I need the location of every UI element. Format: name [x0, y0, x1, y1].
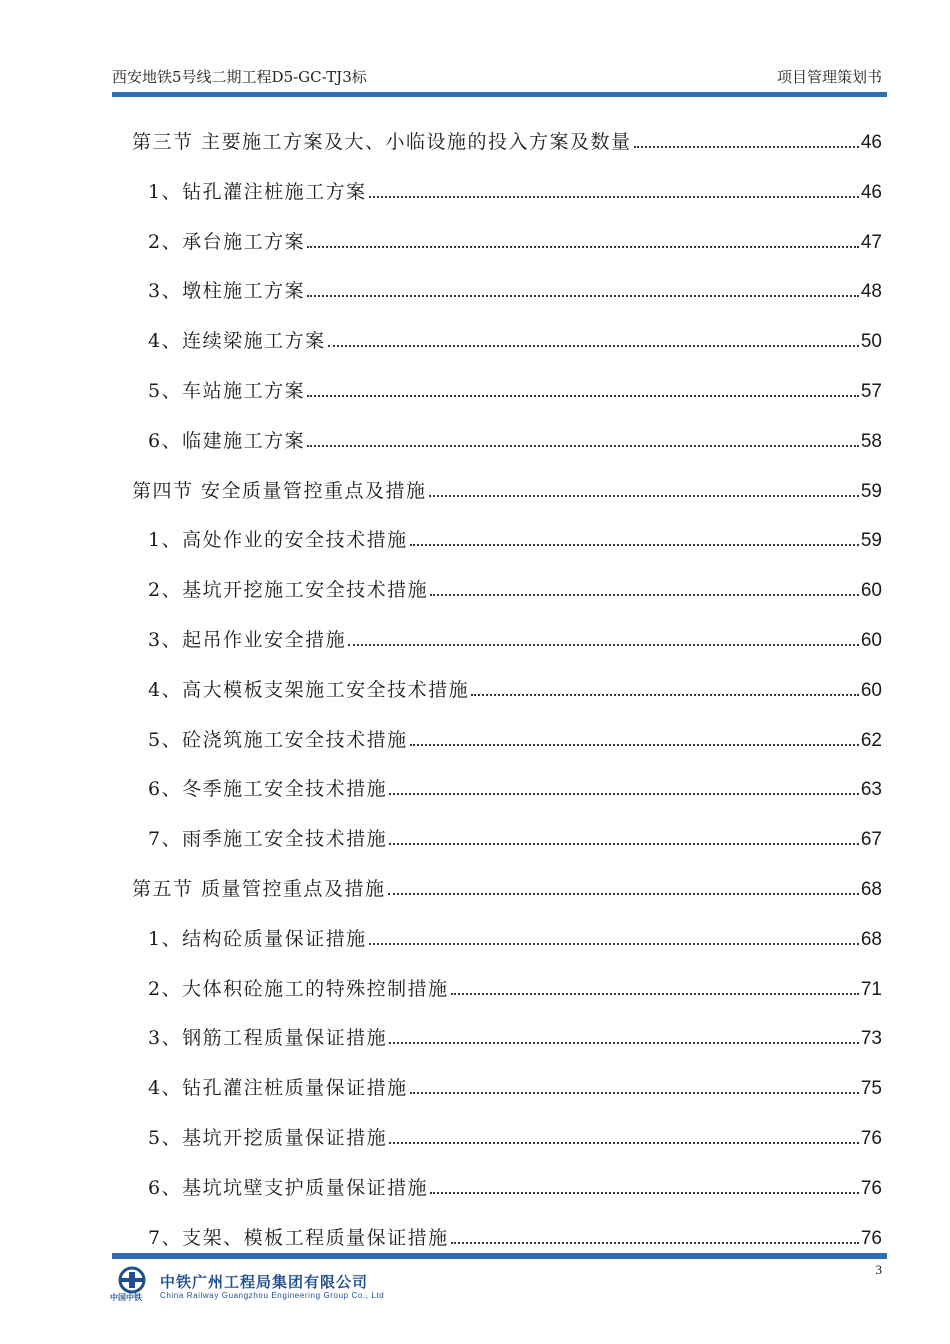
toc-entry-label: 1、高处作业的安全技术措施	[148, 529, 408, 552]
toc-dot-leader	[451, 1241, 859, 1244]
toc-subsection-entry[interactable]	[148, 722, 882, 752]
toc-entry-page: 48	[860, 281, 882, 303]
toc-dot-leader	[634, 145, 859, 148]
toc-entry-page: 75	[860, 1078, 882, 1100]
toc-entry-label: 4、钻孔灌注桩质量保证措施	[148, 1077, 408, 1100]
toc-subsection-entry[interactable]	[148, 1070, 882, 1100]
toc-entry-label: 6、临建施工方案	[148, 429, 306, 452]
toc-dot-leader	[430, 1191, 859, 1194]
toc-entry-label: 第三节 主要施工方案及大、小临设施的投入方案及数量	[132, 131, 632, 153]
toc-entry-page: 67	[860, 829, 882, 851]
header-project-title: 西安地铁5号线二期工程D5-GC-TJ3标	[112, 68, 367, 86]
page-number: 3	[875, 1262, 882, 1277]
toc-entry-page: 50	[860, 331, 882, 353]
toc-entry-page: 62	[860, 729, 882, 751]
toc-entry-label: 7、雨季施工安全技术措施	[148, 828, 388, 851]
toc-subsection-entry[interactable]	[148, 921, 882, 951]
toc-entry-label: 5、车站施工方案	[148, 380, 306, 402]
toc-entry-label: 4、连续梁施工方案	[148, 330, 326, 353]
toc-entry-page: 46	[860, 132, 882, 153]
toc-entry-label: 2、大体积砼施工的特殊控制措施	[148, 977, 449, 1000]
toc-section-entry[interactable]	[132, 871, 882, 901]
toc-dot-leader	[430, 593, 859, 596]
toc-dot-leader	[410, 743, 859, 746]
toc-entry-label: 2、承台施工方案	[148, 230, 306, 253]
toc-entry-page: 57	[860, 381, 882, 402]
toc-entry-label: 3、起吊作业安全措施	[148, 629, 347, 651]
toc-entry-label: 第五节 质量管控重点及措施	[132, 878, 386, 900]
toc-entry-label: 7、支架、模板工程质量保证措施	[148, 1226, 449, 1249]
toc-dot-leader	[307, 394, 859, 397]
toc-dot-leader	[410, 1091, 859, 1094]
toc-dot-leader	[348, 643, 859, 646]
toc-entry-page: 71	[860, 978, 882, 1000]
toc-subsection-entry[interactable]	[148, 1220, 882, 1250]
toc-subsection-entry[interactable]	[148, 672, 882, 702]
toc-entry-page: 76	[860, 1177, 882, 1199]
toc-subsection-entry[interactable]	[148, 971, 882, 1001]
toc-dot-leader	[389, 1041, 859, 1044]
toc-entry-label: 1、结构砼质量保证措施	[148, 927, 367, 950]
toc-subsection-entry[interactable]	[148, 423, 882, 453]
toc-subsection-entry[interactable]	[148, 273, 882, 303]
toc-entry-label: 3、钢筋工程质量保证措施	[148, 1027, 388, 1050]
toc-entry-page: 73	[860, 1028, 882, 1050]
toc-dot-leader	[389, 842, 859, 845]
footer-divider	[112, 1253, 887, 1259]
toc-entry-page: 60	[860, 580, 882, 602]
company-name-chinese: 中铁广州工程局集团有限公司	[160, 1273, 369, 1291]
toc-entry-page: 46	[860, 181, 882, 203]
toc-entry-label: 3、墩柱施工方案	[148, 280, 306, 303]
toc-entry-page: 63	[860, 779, 882, 801]
toc-dot-leader	[388, 892, 859, 895]
toc-dot-leader	[369, 942, 859, 945]
toc-dot-leader	[307, 444, 859, 447]
toc-subsection-entry[interactable]	[148, 771, 882, 801]
toc-subsection-entry[interactable]	[148, 821, 882, 851]
toc-section-entry[interactable]	[132, 473, 882, 503]
toc-dot-leader	[471, 693, 859, 696]
toc-entry-page: 60	[860, 630, 882, 651]
toc-subsection-entry[interactable]	[148, 224, 882, 254]
header-document-title: 项目管理策划书	[776, 68, 882, 86]
toc-subsection-entry[interactable]	[148, 622, 882, 652]
toc-entry-page: 59	[860, 530, 882, 552]
toc-dot-leader	[451, 992, 859, 995]
toc-subsection-entry[interactable]	[148, 174, 882, 204]
toc-entry-label: 4、高大模板支架施工安全技术措施	[148, 678, 470, 701]
toc-dot-leader	[328, 344, 859, 347]
toc-dot-leader	[369, 195, 859, 198]
toc-subsection-entry[interactable]	[148, 1020, 882, 1050]
toc-entry-page: 47	[860, 231, 882, 253]
toc-section-entry[interactable]	[132, 124, 882, 154]
toc-dot-leader	[307, 245, 859, 248]
toc-dot-leader	[410, 543, 859, 546]
toc-entry-label: 2、基坑开挖施工安全技术措施	[148, 579, 429, 602]
header-divider	[112, 92, 887, 97]
toc-entry-page: 68	[860, 928, 882, 950]
toc-subsection-entry[interactable]	[148, 572, 882, 602]
toc-entry-label: 6、冬季施工安全技术措施	[148, 778, 388, 801]
company-name-english: China Railway Guangzhou Engineering Group Co., Ltd	[160, 1291, 385, 1300]
toc-dot-leader	[429, 494, 859, 497]
toc-entry-page: 76	[860, 1128, 882, 1149]
toc-entry-label: 1、钻孔灌注桩施工方案	[148, 180, 367, 203]
toc-entry-label: 5、砼浇筑施工安全技术措施	[148, 728, 408, 751]
toc-entry-page: 58	[860, 430, 882, 452]
toc-entry-page: 68	[860, 879, 882, 900]
toc-entry-label: 第四节 安全质量管控重点及措施	[132, 479, 427, 502]
toc-subsection-entry[interactable]	[148, 522, 882, 552]
logo-caption: 中国中铁	[110, 1293, 142, 1302]
toc-subsection-entry[interactable]	[148, 1170, 882, 1200]
toc-entry-label: 6、基坑坑壁支护质量保证措施	[148, 1176, 429, 1199]
toc-dot-leader	[389, 1141, 859, 1144]
toc-entry-page: 60	[860, 679, 882, 701]
toc-entry-page: 76	[860, 1227, 882, 1249]
toc-subsection-entry[interactable]	[148, 323, 882, 353]
toc-entry-page: 59	[860, 480, 882, 502]
toc-entry-label: 5、基坑开挖质量保证措施	[148, 1127, 388, 1149]
toc-subsection-entry[interactable]	[148, 373, 882, 403]
toc-subsection-entry[interactable]	[148, 1120, 882, 1150]
page-header	[112, 66, 882, 88]
toc-dot-leader	[389, 792, 859, 795]
toc-dot-leader	[307, 294, 859, 297]
